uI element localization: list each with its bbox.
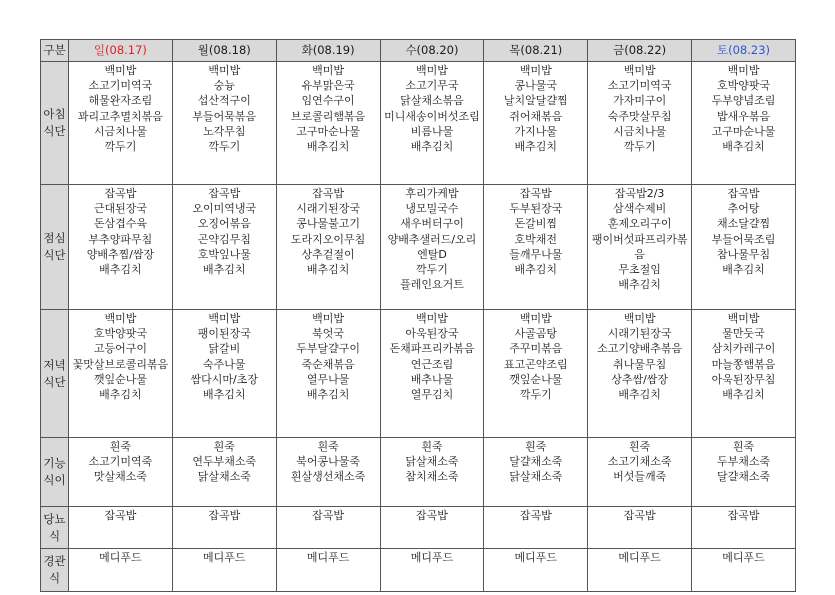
menu-item: 배추김치 xyxy=(203,388,246,402)
menu-item: 백미밥 xyxy=(208,312,241,325)
menu-item: 백미밥 xyxy=(727,312,760,325)
menu-item: 흰죽 xyxy=(421,440,443,453)
menu-item: 팽이된장국 xyxy=(197,327,251,341)
menu-item: 호박양팟국 xyxy=(716,79,771,93)
menu-item: 꽃맛살브로콜리볶음 xyxy=(72,357,169,371)
menu-item: 잡곡밥 xyxy=(416,509,448,522)
menu-cell-diabetic-day0 xyxy=(69,507,173,549)
row-label-diabetic xyxy=(41,507,69,549)
menu-item: 가지나물 xyxy=(514,124,558,138)
menu-item: 채소달걀찜 xyxy=(716,217,771,231)
menu-item: 섭산적구이 xyxy=(197,94,251,108)
day-header-mon: 월(08.18) xyxy=(172,40,276,62)
menu-item: 메디푸드 xyxy=(410,551,454,564)
menu-item: 추어탕 xyxy=(727,202,760,216)
menu-item: 깍두기 xyxy=(623,140,656,154)
menu-item: 메디푸드 xyxy=(203,551,246,564)
menu-item: 플레인요거트 xyxy=(400,278,464,292)
row-label-part: 저녁 xyxy=(43,357,66,372)
menu-item: 깍두기 xyxy=(416,263,448,277)
menu-item: 고등어구이 xyxy=(93,342,147,356)
menu-item: 메디푸드 xyxy=(514,551,558,564)
menu-item: 곤약김무침 xyxy=(197,232,251,246)
meal-row-lunch xyxy=(41,185,796,310)
menu-cell-diabetic-day3 xyxy=(380,507,484,549)
meal-row-diabetic xyxy=(41,507,796,549)
menu-item: 두부양념조림 xyxy=(711,94,776,108)
menu-cell-diabetic-day6 xyxy=(692,507,796,549)
menu-item: 근대된장국 xyxy=(93,202,147,216)
menu-item: 참치채소죽 xyxy=(405,470,459,484)
menu-cell-lunch-day2 xyxy=(276,185,380,310)
menu-item: 들깨무나물 xyxy=(509,247,563,261)
menu-item: 배추김치 xyxy=(514,140,558,154)
menu-item: 새우버터구이 xyxy=(400,217,464,231)
menu-item: 두부채소죽 xyxy=(716,455,771,469)
menu-item: 소고기양배추볶음 xyxy=(597,342,683,356)
menu-item: 백미밥 xyxy=(519,64,552,77)
menu-cell-lunch-day3 xyxy=(380,185,484,310)
menu-item: 배추김치 xyxy=(722,263,765,277)
menu-item: 백미밥 xyxy=(623,64,656,77)
menu-item: 참나물무침 xyxy=(716,247,771,261)
menu-cell-functional-day0 xyxy=(69,438,173,507)
menu-item: 잡곡밥 xyxy=(104,509,137,522)
meal-plan-table xyxy=(40,39,796,592)
menu-item: 후리가케밥 xyxy=(405,187,459,200)
day-header-tue: 화(08.19) xyxy=(276,40,380,62)
menu-cell-functional-day5 xyxy=(588,438,692,507)
row-label-dinner xyxy=(41,310,69,438)
menu-cell-tube-day2 xyxy=(276,549,380,592)
menu-item: 배추김치 xyxy=(618,278,661,292)
menu-item: 아욱된장무침 xyxy=(711,372,776,386)
menu-item: 소고기미역국 xyxy=(607,79,672,93)
menu-item: 백미밥 xyxy=(416,64,448,77)
menu-item: 쥐어채볶음 xyxy=(509,109,563,123)
menu-item: 닭갈비 xyxy=(208,342,241,356)
row-label-tube xyxy=(41,549,69,592)
menu-cell-diabetic-day2 xyxy=(276,507,380,549)
menu-item: 취나물무침 xyxy=(613,357,667,371)
menu-item: 냉모밀국수 xyxy=(405,202,459,216)
menu-item: 닭살채소죽 xyxy=(509,470,563,484)
menu-item: 돈갈비찜 xyxy=(514,217,558,231)
menu-item: 팽이버섯파프리카볶음 xyxy=(591,232,688,261)
menu-item: 삼치카레구이 xyxy=(711,342,776,356)
menu-item: 숭늉 xyxy=(213,79,235,93)
menu-cell-breakfast-day0 xyxy=(69,62,173,185)
menu-cell-functional-day4 xyxy=(484,438,588,507)
menu-cell-tube-day5 xyxy=(588,549,692,592)
menu-item: 아욱된장국 xyxy=(405,327,459,341)
menu-item: 연두부채소죽 xyxy=(192,455,257,469)
menu-item: 깍두기 xyxy=(519,388,552,402)
menu-item: 메디푸드 xyxy=(618,551,661,564)
menu-item: 배추김치 xyxy=(410,140,454,154)
menu-cell-dinner-day5 xyxy=(588,310,692,438)
menu-cell-functional-day2 xyxy=(276,438,380,507)
menu-item: 달걀채소죽 xyxy=(716,470,771,484)
row-label-part: 식 xyxy=(48,571,61,585)
menu-cell-dinner-day2 xyxy=(276,310,380,438)
menu-item: 고구마순나물 xyxy=(296,124,360,138)
menu-item: 달걀채소죽 xyxy=(509,455,563,469)
menu-item: 오징어볶음 xyxy=(197,217,251,231)
row-label-lunch xyxy=(41,185,69,310)
menu-cell-breakfast-day3 xyxy=(380,62,484,185)
menu-cell-dinner-day1 xyxy=(172,310,276,438)
menu-item: 배추김치 xyxy=(722,388,765,402)
meal-row-functional xyxy=(41,438,796,507)
menu-item: 고구마순나물 xyxy=(711,124,776,138)
menu-item: 삼색수제비 xyxy=(613,202,667,216)
menu-item: 잡곡밥 xyxy=(312,187,345,200)
menu-item: 밥새우볶음 xyxy=(716,109,771,123)
menu-item: 소고기채소죽 xyxy=(607,455,672,469)
menu-cell-breakfast-day2 xyxy=(276,62,380,185)
menu-item: 숙주맛살무침 xyxy=(607,109,672,123)
row-label-breakfast xyxy=(41,62,69,185)
menu-item: 콩나물국 xyxy=(514,79,558,93)
menu-item: 잡곡밥 xyxy=(208,509,241,522)
menu-item: 돈삼겹수육 xyxy=(93,217,147,231)
menu-item: 미니새송이버섯조림 xyxy=(384,109,480,123)
menu-item: 백미밥 xyxy=(104,312,137,325)
menu-item: 두부된장국 xyxy=(509,202,563,216)
day-header-fri: 금(08.22) xyxy=(588,40,692,62)
menu-cell-functional-day6 xyxy=(692,438,796,507)
menu-item: 배추김치 xyxy=(514,263,558,277)
row-label-part: 경관 xyxy=(43,554,66,568)
menu-cell-lunch-day5 xyxy=(588,185,692,310)
menu-item: 맛살채소죽 xyxy=(93,470,147,484)
meal-row-breakfast xyxy=(41,62,796,185)
menu-item: 흰죽 xyxy=(525,440,547,453)
menu-item: 양배추찜/쌈장 xyxy=(86,247,155,261)
menu-item: 주꾸미볶음 xyxy=(509,342,563,356)
menu-item: 백미밥 xyxy=(104,64,137,77)
menu-item: 돈채파프리카볶음 xyxy=(389,342,475,356)
menu-cell-diabetic-day5 xyxy=(588,507,692,549)
row-label-part: 기능 xyxy=(43,456,66,470)
menu-item: 깍두기 xyxy=(208,140,241,154)
menu-item: 상추쌈/쌈장 xyxy=(611,372,669,386)
day-header-thu: 목(08.21) xyxy=(484,40,588,62)
row-label-part: 식단 xyxy=(43,248,66,262)
meal-row-tube xyxy=(41,549,796,592)
menu-item: 닭살채소죽 xyxy=(197,470,251,484)
menu-item: 배추김치 xyxy=(99,388,142,402)
menu-item: 배추김치 xyxy=(722,140,765,154)
menu-item: 백미밥 xyxy=(312,312,345,325)
menu-item: 양배추샐러드/오리엔탈D xyxy=(387,232,477,261)
menu-item: 배추김치 xyxy=(306,263,350,277)
row-label-part: 아침 xyxy=(43,107,66,121)
menu-item: 배추나물 xyxy=(410,372,454,386)
menu-item: 북어콩나물죽 xyxy=(296,455,360,469)
menu-item: 콩나물불고기 xyxy=(296,217,360,231)
menu-item: 백미밥 xyxy=(727,64,760,77)
menu-item: 연근조림 xyxy=(410,357,454,371)
menu-cell-lunch-day0 xyxy=(69,185,173,310)
menu-cell-tube-day0 xyxy=(69,549,173,592)
menu-item: 깍두기 xyxy=(104,140,137,154)
menu-cell-dinner-day6 xyxy=(692,310,796,438)
menu-item: 소고기미역국 xyxy=(88,79,153,93)
menu-item: 죽순채볶음 xyxy=(301,357,355,371)
menu-item: 숙주나물 xyxy=(203,357,246,371)
menu-cell-lunch-day1 xyxy=(172,185,276,310)
menu-item: 꽈리고추멸치볶음 xyxy=(77,109,163,123)
row-label-functional xyxy=(41,438,69,507)
menu-item: 열무김치 xyxy=(410,388,454,402)
menu-item: 닭살채소죽 xyxy=(405,455,459,469)
menu-cell-functional-day3 xyxy=(380,438,484,507)
menu-item: 잡곡밥 xyxy=(104,187,137,200)
menu-item: 흰죽 xyxy=(732,440,755,453)
row-label-part: 식이 xyxy=(43,473,66,487)
menu-item: 비름나물 xyxy=(410,124,454,138)
menu-cell-tube-day3 xyxy=(380,549,484,592)
menu-item: 시래기된장국 xyxy=(296,202,360,216)
menu-item: 두부달걀구이 xyxy=(296,342,360,356)
menu-item: 열무나물 xyxy=(306,372,350,386)
menu-item: 메디푸드 xyxy=(722,551,765,564)
menu-cell-breakfast-day6 xyxy=(692,62,796,185)
menu-item: 닭살채소볶음 xyxy=(400,94,464,108)
menu-item: 잡곡밥 xyxy=(519,509,552,522)
menu-item: 무초절임 xyxy=(618,263,661,277)
menu-item: 마늘쫑햄볶음 xyxy=(711,357,776,371)
menu-item: 메디푸드 xyxy=(99,551,142,564)
menu-item: 임연수구이 xyxy=(301,94,355,108)
menu-item: 흰죽 xyxy=(109,440,132,453)
day-header-sun: 일(08.17) xyxy=(69,40,173,62)
menu-item: 사골곰탕 xyxy=(514,327,558,341)
menu-item: 시금치나물 xyxy=(613,124,667,138)
menu-item: 흰죽 xyxy=(317,440,339,453)
header-row xyxy=(41,40,796,62)
menu-item: 호박채전 xyxy=(514,232,558,246)
menu-item: 백미밥 xyxy=(623,312,656,325)
row-label-part: 식 xyxy=(48,528,61,543)
menu-item: 도라지오이무침 xyxy=(290,232,366,246)
menu-item: 호박잎나물 xyxy=(197,247,251,261)
menu-item: 백미밥 xyxy=(416,312,448,325)
menu-cell-lunch-day4 xyxy=(484,185,588,310)
menu-item: 표고곤약조림 xyxy=(503,357,568,371)
menu-item: 오이미역냉국 xyxy=(192,202,257,216)
menu-cell-lunch-day6 xyxy=(692,185,796,310)
menu-item: 잡곡밥 xyxy=(312,509,345,522)
menu-item: 물만둣국 xyxy=(722,327,765,341)
menu-item: 잡곡밥2/3 xyxy=(614,187,665,200)
menu-item: 상추겉절이 xyxy=(301,247,355,261)
menu-item: 메디푸드 xyxy=(306,551,350,564)
menu-item: 시래기된장국 xyxy=(607,327,672,341)
menu-cell-functional-day1 xyxy=(172,438,276,507)
menu-cell-breakfast-day5 xyxy=(588,62,692,185)
menu-item: 잡곡밥 xyxy=(727,509,760,522)
menu-item: 가자미구이 xyxy=(613,94,667,108)
meal-row-dinner xyxy=(41,310,796,438)
menu-item: 부들어묵조림 xyxy=(711,232,776,246)
menu-item: 해물완자조림 xyxy=(88,94,153,108)
menu-item: 노각무침 xyxy=(203,124,246,138)
menu-item: 백미밥 xyxy=(519,312,552,325)
menu-item: 브로콜리햄볶음 xyxy=(290,109,366,123)
row-label-part: 식단 xyxy=(43,374,66,389)
menu-item: 흰살생선채소죽 xyxy=(290,470,366,484)
menu-cell-tube-day1 xyxy=(172,549,276,592)
menu-cell-dinner-day4 xyxy=(484,310,588,438)
menu-cell-diabetic-day1 xyxy=(172,507,276,549)
menu-item: 소고기무국 xyxy=(405,79,459,93)
menu-item: 호박양팟국 xyxy=(93,327,147,341)
menu-item: 깻잎순나물 xyxy=(93,372,147,386)
menu-item: 잡곡밥 xyxy=(208,187,241,200)
menu-item: 버섯들깨죽 xyxy=(613,470,667,484)
menu-item: 훈제오리구이 xyxy=(607,217,672,231)
menu-item: 쌈다시마/초장 xyxy=(190,372,258,386)
menu-item: 흰죽 xyxy=(213,440,235,453)
menu-item: 배추김치 xyxy=(99,263,142,277)
row-label-part: 점심 xyxy=(43,231,66,245)
menu-item: 백미밥 xyxy=(312,64,345,77)
row-label-part: 식단 xyxy=(43,124,66,138)
menu-item: 날치알달걀찜 xyxy=(503,94,568,108)
menu-item: 유부맑은국 xyxy=(301,79,355,93)
day-header-sat: 토(08.23) xyxy=(692,40,796,62)
menu-cell-breakfast-day1 xyxy=(172,62,276,185)
menu-item: 소고기미역죽 xyxy=(88,455,153,469)
row-label-part: 당뇨 xyxy=(43,511,66,526)
menu-item: 잡곡밥 xyxy=(623,509,656,522)
menu-item: 부들어묵볶음 xyxy=(192,109,257,123)
menu-item: 배추김치 xyxy=(203,263,246,277)
menu-cell-dinner-day3 xyxy=(380,310,484,438)
menu-item: 잡곡밥 xyxy=(519,187,552,200)
menu-cell-dinner-day0 xyxy=(69,310,173,438)
menu-item: 백미밥 xyxy=(208,64,241,77)
menu-cell-diabetic-day4 xyxy=(484,507,588,549)
day-header-wed: 수(08.20) xyxy=(380,40,484,62)
menu-cell-tube-day4 xyxy=(484,549,588,592)
menu-item: 흰죽 xyxy=(629,440,651,453)
menu-cell-breakfast-day4 xyxy=(484,62,588,185)
menu-item: 깻잎순나물 xyxy=(509,372,563,386)
menu-item: 배추김치 xyxy=(306,388,350,402)
menu-cell-tube-day6 xyxy=(692,549,796,592)
menu-item: 부추양파무침 xyxy=(88,232,153,246)
menu-item: 잡곡밥 xyxy=(727,187,760,200)
menu-item: 배추김치 xyxy=(618,388,661,402)
menu-item: 배추김치 xyxy=(306,140,350,154)
menu-item: 시금치나물 xyxy=(93,124,147,138)
corner-label: 구분 xyxy=(41,40,69,62)
menu-item: 북엇국 xyxy=(312,327,345,341)
